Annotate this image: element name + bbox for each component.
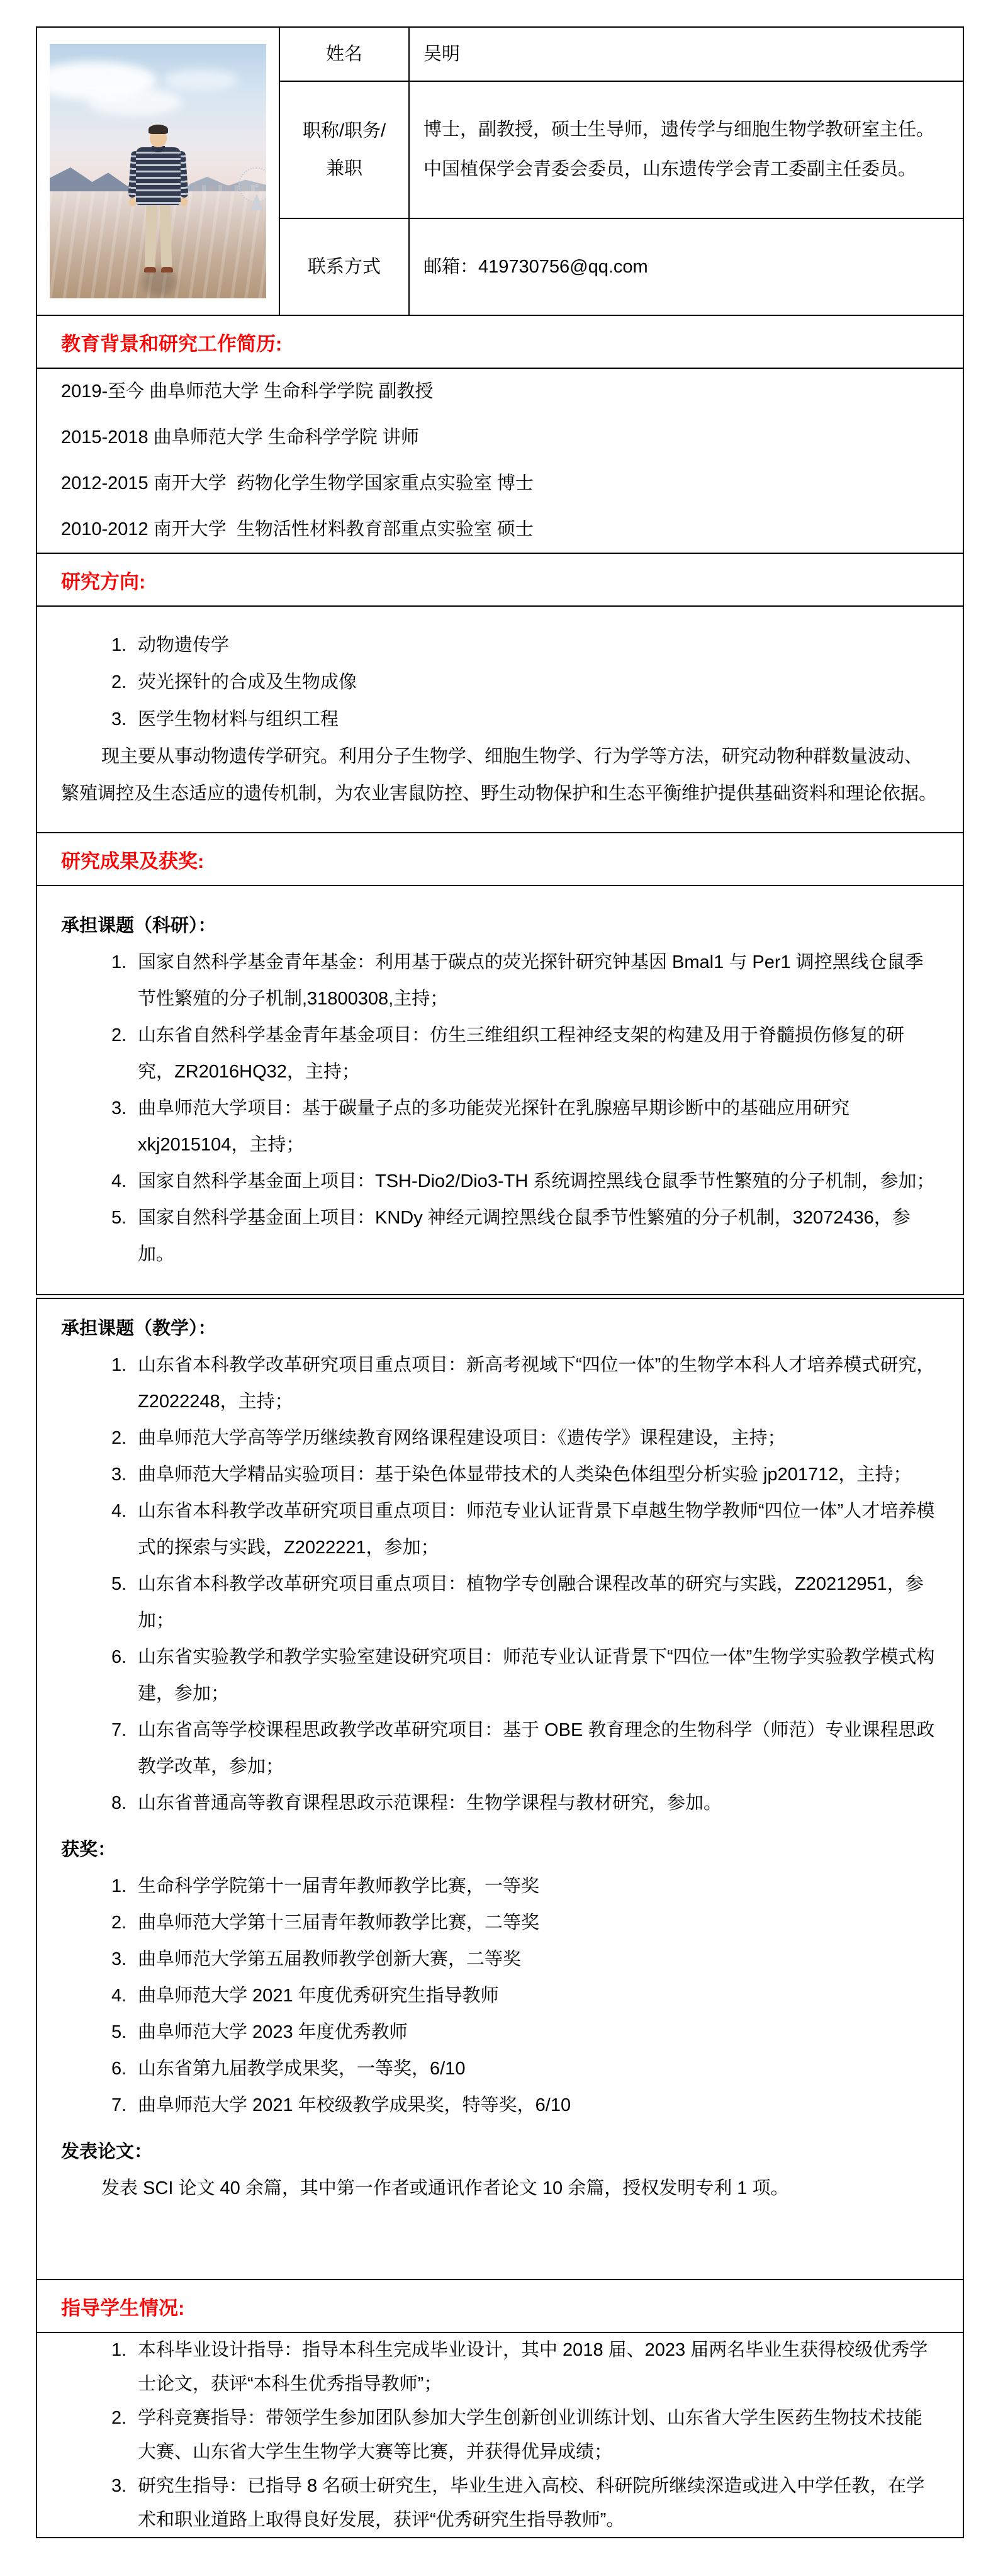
field-label-title: 职称/职务/兼职 [280, 82, 410, 218]
grant-item: 曲阜师范大学精品实验项目：基于染色体显带技术的人类染色体组型分析实验 jp201712，主持； [138, 1465, 912, 1485]
award-item: 曲阜师范大学 2021 年校级教学成果奖，特等奖，6/10 [138, 2095, 571, 2115]
person-hand [181, 198, 188, 206]
profile-photo [50, 44, 266, 298]
research-directions-list [61, 627, 938, 738]
section-content-teaching-awards-publications [36, 1298, 964, 2280]
section-header-achievements [36, 832, 964, 886]
photo-person [133, 125, 184, 282]
section-title: 研究方向: [61, 570, 146, 593]
grant-item: 国家自然科学基金面上项目：KNDy 神经元调控黑线仓鼠季节性繁殖的分子机制，32072436，参加。 [138, 1208, 911, 1264]
subsection-teaching-grants [61, 1310, 938, 1821]
grant-item: 国家自然科学基金青年基金：利用基于碳点的荧光探针研究钟基因 Bmal1 与 Per1 调控黑线仓鼠季节性繁殖的分子机制,31800308,主持； [138, 952, 924, 1009]
grant-item: 曲阜师范大学高等学历继续教育网络课程建设项目：《遗传学》课程建设，主持； [138, 1428, 786, 1448]
education-item: 2019-至今 曲阜师范大学 生命科学学院 副教授 [61, 381, 434, 402]
section-content-research-grants [36, 885, 964, 1295]
grant-item: 山东省本科教学改革研究项目重点项目：植物学专创融合课程改革的研究与实践，Z20212951，参加； [138, 1574, 924, 1631]
profile-document [36, 26, 964, 2538]
profile-row-name [280, 28, 963, 81]
award-item: 曲阜师范大学 2021 年度优秀研究生指导教师 [138, 1986, 499, 2006]
education-item: 2015-2018 曲阜师范大学 生命科学学院 讲师 [61, 427, 419, 447]
guidance-item: 本科毕业设计指导：指导本科生完成毕业设计，其中 2018 届、2023 届两名毕业生获得校级优秀学士论文，获评“本科生优秀指导教师”； [138, 2340, 928, 2394]
profile-info-table [36, 26, 964, 316]
field-value-title: 博士，副教授，硕士生导师，遗传学与细胞生物学教研室主任。中国植保学会青委会委员，山东遗传学会青工委副主任委员。 [423, 120, 935, 179]
research-direction-item: 动物遗传学 [138, 634, 230, 655]
section-content-research-directions [36, 605, 964, 833]
grant-item: 山东省普通高等教育课程思政示范课程：生物学课程与教材研究，参加。 [138, 1793, 722, 1813]
section-content-education [36, 368, 964, 554]
subsection-title-publications: 发表论文： [61, 2142, 153, 2162]
award-item: 曲阜师范大学 2023 年度优秀教师 [138, 2022, 408, 2042]
research-direction-item: 医学生物材料与组织工程 [138, 709, 339, 729]
award-item: 山东省第九届教学成果奖，一等奖，6/10 [138, 2059, 466, 2079]
person-leg [145, 204, 157, 268]
photo-cloud [163, 69, 238, 91]
subsection-publications [61, 2134, 938, 2207]
section-title: 研究成果及获奖: [61, 850, 205, 872]
award-item: 生命科学学院第十一届青年教师教学比赛，一等奖 [138, 1876, 540, 1896]
guidance-item: 研究生指导：已指导 8 名硕士研究生，毕业生进入高校、科研院所继续深造或进入中学任教，在学术和职业道路上取得良好发展，获评“优秀研究生指导教师”。 [138, 2476, 925, 2530]
photo-cell [37, 28, 280, 315]
section-header-student-guidance [36, 2279, 964, 2333]
photo-cloud [87, 88, 182, 116]
section-content-student-guidance [36, 2332, 964, 2538]
field-label-contact: 联系方式 [280, 219, 410, 315]
award-item: 曲阜师范大学第五届教师教学创新大赛，二等奖 [138, 1949, 522, 1969]
subsection-title-awards: 获奖： [61, 1840, 116, 1860]
guidance-item: 学科竞赛指导：带领学生参加团队参加大学生创新创业训练计划、山东省大学生医药生物技术技能大赛、山东省大学生生物学大赛等比赛，并获得优异成绩； [138, 2408, 923, 2462]
research-summary: 现主要从事动物遗传学研究。利用分子生物学、细胞生物学、行为学等方法，研究动物种群数量波动、繁殖调控及生态适应的遗传机制，为农业害鼠防控、野生动物保护和生态平衡维护提供基础资料和理论依据。 [61, 746, 938, 804]
awards-list [61, 1868, 938, 2123]
section-header-research-directions [36, 553, 964, 607]
profile-row-contact [280, 218, 963, 315]
grant-item: 山东省自然科学基金青年基金项目：仿生三维组织工程神经支架的构建及用于脊髓损伤修复的研究，ZR2016HQ32，主持； [138, 1025, 905, 1082]
grant-item: 山东省实验教学和教学实验室建设研究项目：师范专业认证背景下“四位一体”生物学实验教学模式构建，参加； [138, 1647, 935, 1704]
grant-item: 曲阜师范大学项目：基于碳量子点的多功能荧光探针在乳腺癌早期诊断中的基础应用研究 xkj2015104，主持； [138, 1098, 855, 1155]
profile-fields [280, 28, 963, 315]
research-grants-list [61, 944, 938, 1273]
education-item: 2012-2015 南开大学 药物化学生物学国家重点实验室 博士 [61, 473, 534, 493]
person-striped-shirt [136, 147, 181, 205]
section-title: 教育背景和研究工作简历: [61, 332, 283, 355]
subsection-awards [61, 1831, 938, 2123]
grant-item: 山东省本科教学改革研究项目重点项目：新高考视域下“四位一体”的生物学本科人才培养模式研究，Z2022248，主持； [138, 1355, 935, 1412]
person-hair [149, 125, 168, 134]
subsection-title-research-grants: 承担课题（科研）： [61, 916, 216, 936]
grant-item: 山东省本科教学改革研究项目重点项目：师范专业认证背景下卓越生物学教师“四位一体”人才培养模式的探索与实践，Z2022221，参加； [138, 1501, 935, 1558]
field-value-name: 吴明 [423, 43, 461, 64]
award-item: 曲阜师范大学第十三届青年教师教学比赛，二等奖 [138, 1913, 540, 1933]
person-shoe [144, 267, 156, 273]
field-value-contact: 邮箱：419730756@qq.com [423, 256, 648, 277]
grant-item: 国家自然科学基金面上项目：TSH-Dio2/Dio3-TH 系统调控黑线仓鼠季节性繁殖的分子机制，参加； [138, 1171, 935, 1191]
student-guidance-list [61, 2333, 938, 2537]
person-shoe [161, 267, 173, 273]
field-label-name: 姓名 [280, 28, 410, 81]
profile-row-title [280, 81, 963, 218]
person-hand [129, 198, 136, 206]
section-title: 指导学生情况: [61, 2297, 185, 2319]
subsection-title-teaching-grants: 承担课题（教学）： [61, 1319, 216, 1339]
section-header-education [36, 315, 964, 369]
person-leg [160, 204, 172, 268]
teaching-grants-list [61, 1347, 938, 1821]
grant-item: 山东省高等学校课程思政教学改革研究项目：基于 OBE 教育理念的生物科学（师范）专业课程思政教学改革，参加； [138, 1720, 935, 1777]
publication-summary: 发表 SCI 论文 40 余篇，其中第一作者或通讯作者论文 10 余篇，授权发明专利 1 项。 [101, 2178, 789, 2198]
education-item: 2010-2012 南开大学 生物活性材料教育部重点实验室 硕士 [61, 519, 534, 539]
research-direction-item: 荧光探针的合成及生物成像 [138, 672, 357, 692]
